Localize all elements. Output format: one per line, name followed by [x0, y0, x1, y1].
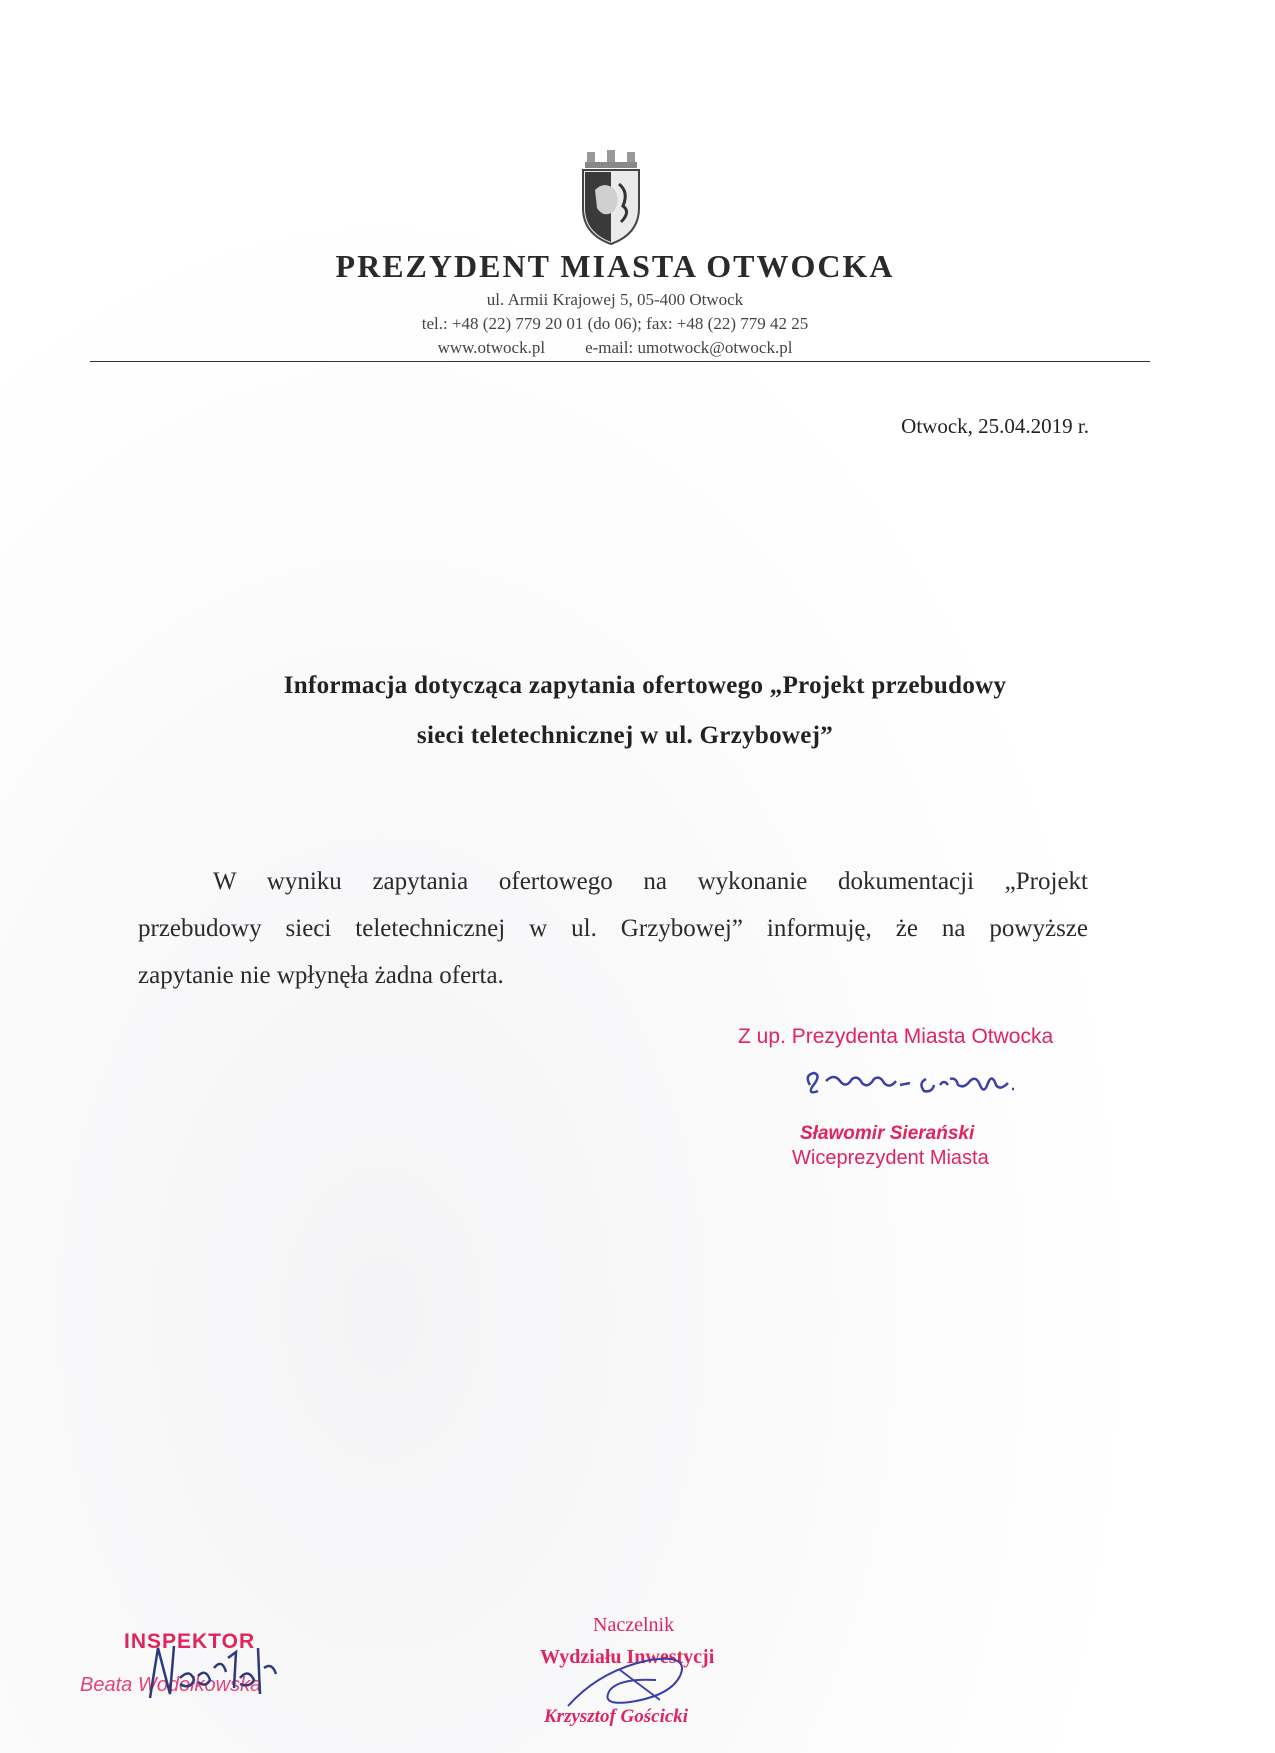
letter-title-line-2: sieci teletechnicznej w ul. Grzybowej”: [416, 722, 834, 749]
head-stamp-title: Naczelnik: [593, 1614, 675, 1636]
body-text-3: zapytanie nie wpłynęła żadna oferta.: [138, 962, 504, 989]
body-line-2: [138, 905, 1088, 952]
inspector-stamp-name: Beata Wodołkowska: [80, 1674, 262, 1696]
head-stamp-name: Krzysztof Gościcki: [544, 1706, 689, 1727]
letter-date: Otwock, 25.04.2019 r.: [901, 414, 1089, 438]
inspector-handwritten-signature: [140, 1628, 300, 1708]
email-link[interactable]: e-mail: umotwock@otwock.pl: [585, 338, 793, 357]
handwritten-signature: [800, 1055, 1060, 1105]
stamp-signer-name: Sławomir Sierański: [800, 1123, 975, 1144]
header-divider: [90, 361, 1150, 362]
head-handwritten-signature: [560, 1640, 710, 1720]
body-line-3: [138, 952, 1088, 999]
city-coat-of-arms-icon: [575, 150, 647, 246]
website-link[interactable]: www.otwock.pl: [437, 338, 546, 357]
address-line: ul. Armii Krajowej 5, 05-400 Otwock: [486, 290, 744, 309]
stamp-signer-position: Wiceprezydent Miasta: [792, 1147, 989, 1169]
organization-name: PREZYDENT MIASTA OTWOCKA: [335, 248, 895, 284]
inspector-stamp-title: INSPEKTOR: [124, 1630, 256, 1653]
contact-line: [0, 338, 1230, 358]
letter-title-line-1: Informacja dotycząca zapytania ofertowego „Projekt przebudowy: [283, 672, 1007, 699]
phone-fax-line: tel.: +48 (22) 779 20 01 (do 06); fax: +48 (22) 779 42 25: [421, 314, 809, 333]
body-line-1: [138, 858, 1088, 905]
head-stamp-department: Wydziału Inwestycji: [540, 1646, 715, 1668]
body-text-2: przebudowy sieci teletechnicznej w ul. Grzybowej” informuję, że na powyższe: [138, 915, 1088, 942]
body-text-1: W wyniku zapytania ofertowego na wykonanie dokumentacji „Projekt: [213, 868, 1088, 895]
stamp-authority-line: Z up. Prezydenta Miasta Otwocka: [738, 1025, 1054, 1048]
